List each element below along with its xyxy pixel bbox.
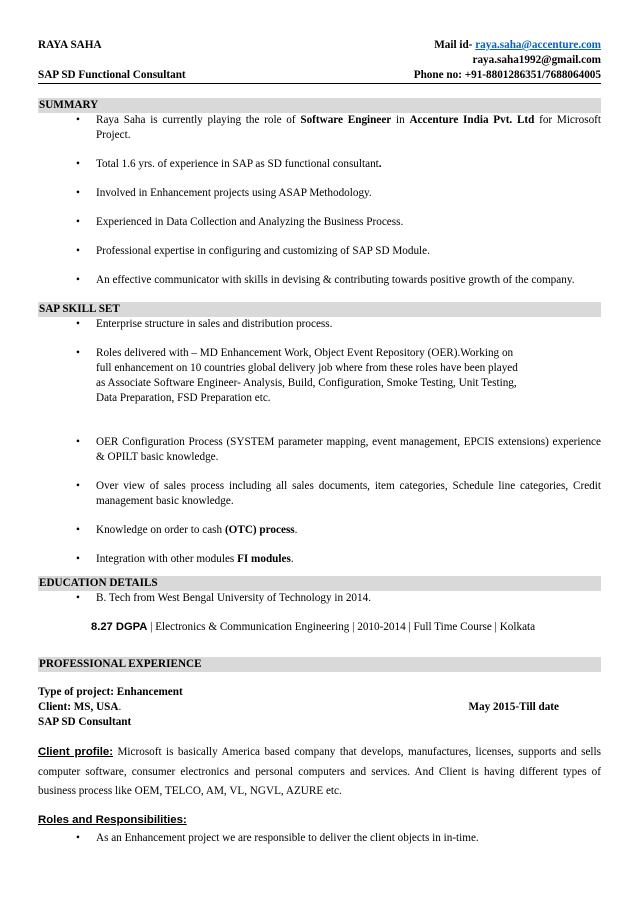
text: Involved in Enhancement projects using ASAP Methodology. (96, 187, 372, 199)
text: Over view of sales process including all sales documents, item categories, Schedule line categories, Credit management basic knowledge. (96, 480, 601, 507)
text: Roles delivered with – MD Enhancement Work, Object Event Repository (OER).Working on (96, 347, 514, 359)
experience-heading: PROFESSIONAL EXPERIENCE (38, 657, 601, 672)
skills-heading: SAP SKILL SET (38, 302, 601, 317)
text-bold: Accenture India Pvt. Ltd (409, 114, 535, 126)
text: Professional expertise in configuring and customizing of SAP SD Module. (96, 245, 430, 257)
list-item (38, 215, 601, 230)
bullet-icon: • (76, 436, 80, 448)
list-item (38, 831, 601, 846)
phone-number: Phone no: +91-8801286351/7688064005 (413, 69, 601, 81)
project-type: Type of project: Enhancement (38, 686, 183, 698)
text: Knowledge on order to cash (96, 524, 225, 536)
education-details (38, 620, 601, 635)
text: as Associate Software Engineer- Analysis, Build, Configuration, Smoke Testing, Unit Testing, (96, 377, 517, 389)
list-item (38, 113, 601, 143)
resume-page (38, 38, 601, 846)
list-item (38, 435, 601, 465)
text: for Microsoft Project. (96, 114, 602, 141)
client-profile (38, 743, 601, 802)
project-role: SAP SD Consultant (38, 716, 132, 728)
client-name (38, 700, 121, 715)
list-item (38, 346, 601, 406)
header-row-2 (38, 53, 601, 68)
education-list (38, 591, 601, 606)
bullet-icon: • (76, 274, 80, 286)
summary-heading: SUMMARY (38, 98, 601, 113)
text: B. Tech from West Bengal University of Technology in 2014. (96, 592, 372, 604)
text: Data Preparation, FSD Preparation etc. (96, 392, 271, 404)
candidate-role: SAP SD Functional Consultant (38, 69, 186, 81)
list-item (38, 523, 601, 538)
text: Experienced in Data Collection and Analyzing the Business Process. (96, 216, 404, 228)
skills-list (38, 317, 601, 567)
text: Enterprise structure in sales and distribution process. (96, 318, 333, 330)
dgpa-value: 8.27 DGPA (91, 621, 148, 633)
text-bold: FI modules (237, 553, 291, 565)
roles-list (38, 831, 601, 846)
bullet-icon: • (76, 347, 80, 359)
header-row-3 (38, 68, 601, 84)
roles-heading: Roles and Responsibilities: (38, 813, 187, 826)
education-heading: EDUCATION DETAILS (38, 576, 601, 591)
text: As an Enhancement project we are responsible to deliver the client objects in in-time. (96, 831, 479, 844)
mail-line-1 (434, 38, 601, 53)
bullet-icon: • (76, 245, 80, 257)
text: OER Configuration Process (SYSTEM parameter mapping, event management, EPCIS extensions) experience & OPILT basic knowledge. (96, 436, 601, 463)
candidate-name: RAYA SAHA (38, 39, 102, 51)
text: full enhancement on 10 countries global delivery job where from these roles have been played (96, 362, 518, 374)
bullet-icon: • (76, 187, 80, 199)
bullet-icon: • (76, 831, 80, 844)
text: | Electronics & Communication Engineering | 2010-2014 | Full Time Course | Kolkata (147, 621, 536, 633)
list-item (38, 273, 601, 288)
text: An effective communicator with skills in devising & contributing towards positive growth of the company. (96, 274, 575, 286)
bullet-icon: • (76, 553, 80, 565)
mail-link-personal[interactable]: raya.saha1992@gmail.com (472, 54, 601, 66)
client-row (38, 700, 601, 715)
bullet-icon: • (76, 318, 80, 330)
bullet-icon: • (76, 216, 80, 228)
list-item (38, 552, 601, 567)
list-item (38, 591, 601, 606)
text: Client: MS, USA (38, 701, 119, 713)
text: . (290, 553, 294, 565)
list-item (38, 186, 601, 201)
project-period: May 2015-Till date (468, 701, 559, 713)
list-item (38, 157, 601, 172)
bullet-icon: • (76, 158, 80, 170)
text-bold: Software Engineer (300, 114, 392, 126)
list-item (38, 317, 601, 332)
bullet-icon: • (76, 114, 80, 126)
text: Raya Saha is currently playing the role of (96, 114, 301, 126)
bullet-icon: • (76, 592, 80, 604)
bullet-icon: • (76, 524, 80, 536)
text: . (118, 701, 122, 713)
client-profile-label: Client profile: (38, 746, 114, 758)
text: in (391, 114, 410, 126)
mail-label: Mail id- (434, 39, 476, 51)
text-bold: (OTC) process (224, 524, 295, 536)
list-item (38, 244, 601, 259)
text-bold: . (378, 158, 382, 170)
text: Total 1.6 yrs. of experience in SAP as SD functional consultant (96, 158, 379, 170)
mail-link-work[interactable]: raya.saha@accenture.com (475, 39, 601, 51)
text: . (294, 524, 298, 536)
header-row-1 (38, 38, 601, 53)
text: Microsoft is basically America based company that develops, manufactures, licenses, supports and sells computer software, consumer electronics and personal computers and services. And Client is having different types of business process like OEM, TELCO, AM, VL, NGVL, AZURE etc. (38, 746, 601, 797)
bullet-icon: • (76, 480, 80, 492)
list-item (38, 479, 601, 509)
text: Integration with other modules (96, 553, 238, 565)
summary-list (38, 113, 601, 288)
